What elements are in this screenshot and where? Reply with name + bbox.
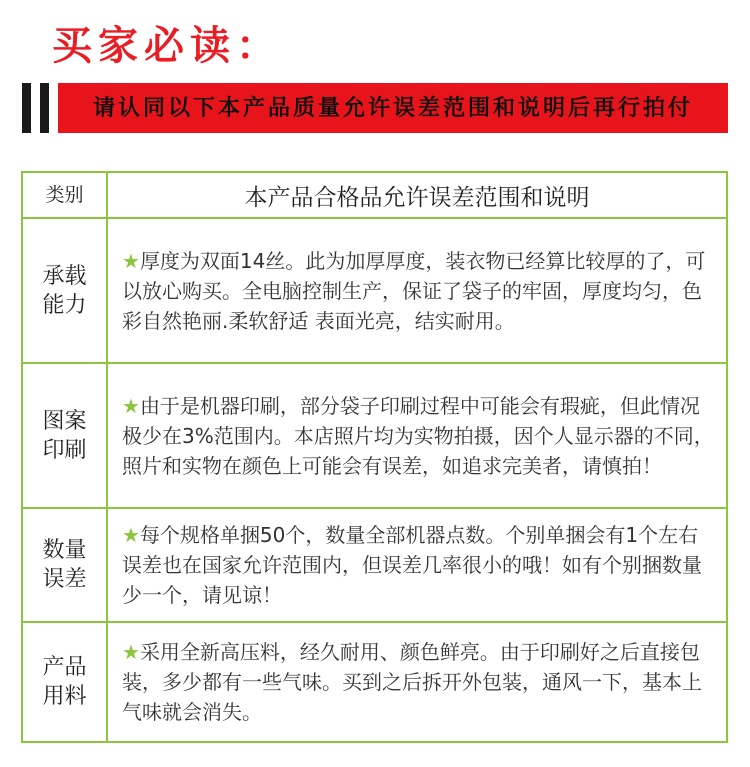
description-text: 采用全新高压料，经久耐用、颜色鲜亮。由于印刷好之后直接包装，多少都有一些气味。买到之后拆开外包装，通风一下，基本上气味就会消失。 [122,640,702,724]
table-row [22,363,727,508]
row-description [107,622,727,742]
row-category [22,508,107,622]
row-category [22,622,107,742]
tolerance-table [21,171,728,743]
category-label: 数量误差 [42,538,87,592]
row-description [107,363,727,508]
star-icon: ★ [122,523,140,547]
star-icon: ★ [122,393,140,418]
header-description: 本产品合格品允许误差范围和说明 [107,172,727,218]
notice-banner: 请认同以下本产品质量允许误差范围和说明后再行拍付 [58,83,728,133]
row-category [22,218,107,363]
description-text: 由于是机器印刷，部分袋子印刷过程中可能会有瑕疵，但此情况极少在3%范围内。本店照片均为实物拍摄，因个人显示器的不同，照片和实物在颜色上可能会有误差，如追求完美者，请慎拍！ [122,393,714,478]
row-category [22,363,107,508]
banner-accent-bar [22,83,31,133]
table-row [22,508,727,622]
banner-accent-bar [40,83,49,133]
star-icon: ★ [122,248,140,273]
row-description [107,508,727,622]
header-category: 类别 [22,172,107,218]
page-title: 买家必读： [52,22,282,69]
category-label: 产品用料 [42,655,87,709]
category-label: 承载能力 [42,263,87,318]
description-text: 厚度为双面14丝。此为加厚厚度，装衣物已经算比较厚的了，可以放心购买。全电脑控制生产，保证了袋子的牢固，厚度均匀，色彩自然艳丽.柔软舒适 表面光亮，结实耐用。 [122,248,706,333]
category-label: 图案印刷 [42,408,87,463]
description-text: 每个规格单捆50个，数量全部机器点数。个别单捆会有1个左右误差也在国家允许范围内，但误差几率很小的哦！如有个别捆数量少一个，请见谅！ [122,523,702,607]
star-icon: ★ [122,640,140,664]
table-row [22,622,727,742]
table-row [22,218,727,363]
row-description [107,218,727,363]
table-header-row [22,172,727,218]
